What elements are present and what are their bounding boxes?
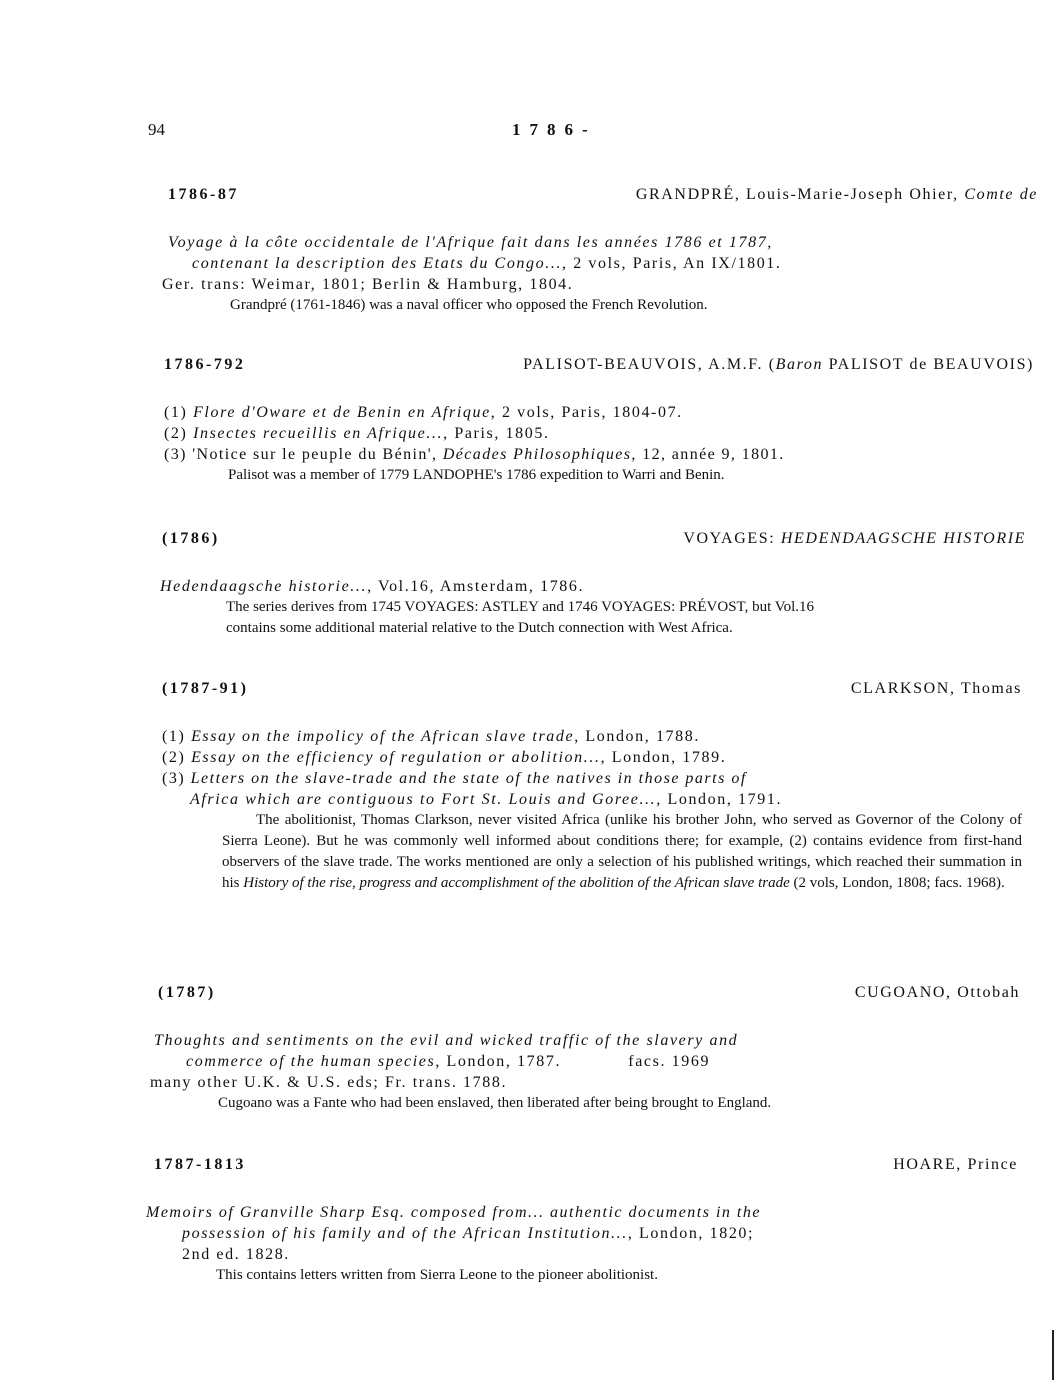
- citation-number: (2): [162, 749, 192, 766]
- citation-number: (1): [162, 728, 192, 745]
- citation-title: Essay on the impolicy of the African slave trade: [191, 728, 575, 745]
- entry-grandpre: [162, 186, 1038, 316]
- entry-author: [683, 530, 1026, 548]
- citation-line: [162, 789, 1022, 810]
- annotation-text: The abolitionist, Thomas Clarkson, never visited Africa (unlike his brother John, who served as Governor of the Colony of Sierra Leone). But he was commonly well informed about conditions there; for example, (2) contains evidence from first-hand observers of the slave trade. The works mentioned are only a selection of his published writings, which reached their summation in his: [222, 812, 1022, 891]
- citation-line: [162, 747, 1022, 768]
- citation-detail: Ger. trans: Weimar, 1801; Berlin & Hamburg, 1804.: [162, 276, 574, 293]
- author-name-tail: PALISOT de BEAUVOIS): [823, 356, 1034, 373]
- author-name: GRANDPRÉ, Louis-Marie-Joseph Ohier,: [635, 186, 959, 203]
- annotation-paragraph: [222, 810, 1022, 894]
- entry-header: [158, 984, 1020, 1008]
- entry-header: [164, 356, 1034, 380]
- author-title: Comte de: [958, 186, 1038, 203]
- citation-line: [160, 576, 1026, 597]
- citation-line: [168, 232, 1038, 253]
- annotation: Grandpré (1761-1846) was a naval officer who opposed the French Revolution.: [230, 297, 708, 313]
- citation-title: Insectes recueillis en Afrique...: [193, 425, 444, 442]
- citation-title: Décades Philosophiques: [442, 446, 632, 463]
- citation-detail: , 12, année 9, 1801.: [631, 446, 785, 463]
- annotation: The series derives from 1745 VOYAGES: ASTLEY and 1746 VOYAGES: PRÉVOST, but Vol.16: [226, 599, 815, 615]
- author-name: VOYAGES:: [683, 530, 781, 547]
- entry-palisot: [164, 356, 1034, 486]
- citation-detail: , London, 1820;: [627, 1225, 755, 1242]
- citation-detail: many other U.K. & U.S. eds; Fr. trans. 1788.: [150, 1074, 508, 1091]
- citation-title: Flore d'Oware et de Benin en Afrique: [193, 404, 491, 421]
- citation-line: [162, 768, 1022, 789]
- citation-detail: , London, 1788.: [574, 728, 700, 745]
- citation-title: Hedendaagsche historie...: [160, 578, 368, 595]
- citation-line: [150, 1072, 1020, 1093]
- citation-detail: , London, 1789.: [600, 749, 727, 766]
- citation-line: [154, 1223, 1018, 1244]
- citation-number: (1): [164, 404, 194, 421]
- entry-header: [154, 1156, 1018, 1180]
- entry-author: [636, 186, 1038, 204]
- entry-date: 1786-792: [164, 356, 246, 373]
- entry-hoare: [146, 1156, 1018, 1286]
- citation-detail: , Vol.16, Amsterdam, 1786.: [367, 578, 585, 595]
- citation-detail: , London, 1787. facs. 1969: [435, 1053, 711, 1070]
- citation-line: [164, 402, 1034, 423]
- entry-date: (1786): [162, 530, 220, 547]
- citation-title: Essay on the efficiency of regulation or abolition...: [191, 749, 601, 766]
- citation-line: [168, 253, 1038, 274]
- citation-detail: , London, 1791.: [656, 791, 783, 808]
- citation-detail: , 2 vols, Paris, 1804-07.: [490, 404, 683, 421]
- citation-number: (3) 'Notice sur le peuple du Bénin',: [164, 446, 443, 463]
- author-name: CLARKSON, Thomas: [850, 680, 1022, 697]
- author-title: Baron: [775, 356, 824, 373]
- citation-title: contenant la description des Etats du Congo...: [192, 255, 563, 272]
- citation-title: possession of his family and of the African Institution...: [182, 1225, 628, 1242]
- citation-line: [146, 1202, 1018, 1223]
- entry-date: (1787): [158, 984, 216, 1001]
- citation-line: [162, 274, 1038, 295]
- entry-author: [523, 356, 1034, 374]
- author-title: HEDENDAAGSCHE HISTORIE: [780, 530, 1026, 547]
- entry-author: [893, 1156, 1018, 1174]
- annotation: This contains letters written from Sierra Leone to the pioneer abolitionist.: [216, 1267, 658, 1283]
- entry-author: [851, 680, 1022, 698]
- running-title: 1786-: [512, 120, 597, 139]
- citation-title: Memoirs of Granville Sharp Esq. composed from... authentic documents in the: [146, 1204, 761, 1221]
- citation-line: [158, 1051, 1020, 1072]
- annotation-cited-title: History of the rise, progress and accomplishment of the abolition of the African slave trade: [243, 875, 790, 891]
- citation-line: [164, 444, 1034, 465]
- author-name: HOARE, Prince: [893, 1156, 1018, 1173]
- entry-voyages-hedendaagsche: [162, 530, 1026, 639]
- entry-date: (1787-91): [162, 680, 249, 697]
- citation-title: Letters on the slave-trade and the state of the natives in those parts of: [190, 770, 747, 787]
- entry-author: [855, 984, 1020, 1002]
- citation-line: [162, 726, 1022, 747]
- citation-title: Thoughts and sentiments on the evil and wicked traffic of the slavery and: [154, 1032, 739, 1049]
- annotation-text: (2 vols, London, 1808; facs. 1968).: [789, 875, 1005, 891]
- annotation: Palisot was a member of 1779 LANDOPHE's 1786 expedition to Warri and Benin.: [228, 467, 725, 483]
- citation-title: commerce of the human species: [186, 1053, 436, 1070]
- entry-header: [168, 186, 1038, 210]
- citation-title: Voyage à la côte occidentale de l'Afrique fait dans les années 1786 et 1787,: [168, 234, 773, 251]
- citation-line: [154, 1244, 1018, 1265]
- entry-header: [162, 530, 1026, 554]
- citation-title: Africa which are contiguous to Fort St. Louis and Goree...: [190, 791, 657, 808]
- citation-number: (2): [164, 425, 194, 442]
- citation-detail: 2nd ed. 1828.: [182, 1246, 290, 1263]
- citation-detail: , Paris, 1805.: [443, 425, 550, 442]
- citation-number: (3): [162, 770, 191, 787]
- scan-edge-mark: [1052, 1330, 1054, 1380]
- entry-date: 1786-87: [168, 186, 239, 203]
- entry-date: 1787-1813: [154, 1156, 246, 1173]
- entry-cugoano: [150, 984, 1020, 1114]
- page-number: 94: [148, 120, 165, 139]
- annotation: Cugoano was a Fante who had been enslaved, then liberated after being brought to England.: [218, 1095, 772, 1111]
- entry-header: [162, 680, 1022, 704]
- author-name: PALISOT-BEAUVOIS, A.M.F. (: [523, 356, 776, 373]
- author-name: CUGOANO, Ottobah: [854, 984, 1020, 1001]
- citation-line: [164, 423, 1034, 444]
- entry-clarkson: [162, 680, 1022, 894]
- citation-detail: , 2 vols, Paris, An IX/1801.: [562, 255, 782, 272]
- annotation: contains some additional material relative to the Dutch connection with West Africa.: [226, 620, 733, 636]
- citation-line: [154, 1030, 1020, 1051]
